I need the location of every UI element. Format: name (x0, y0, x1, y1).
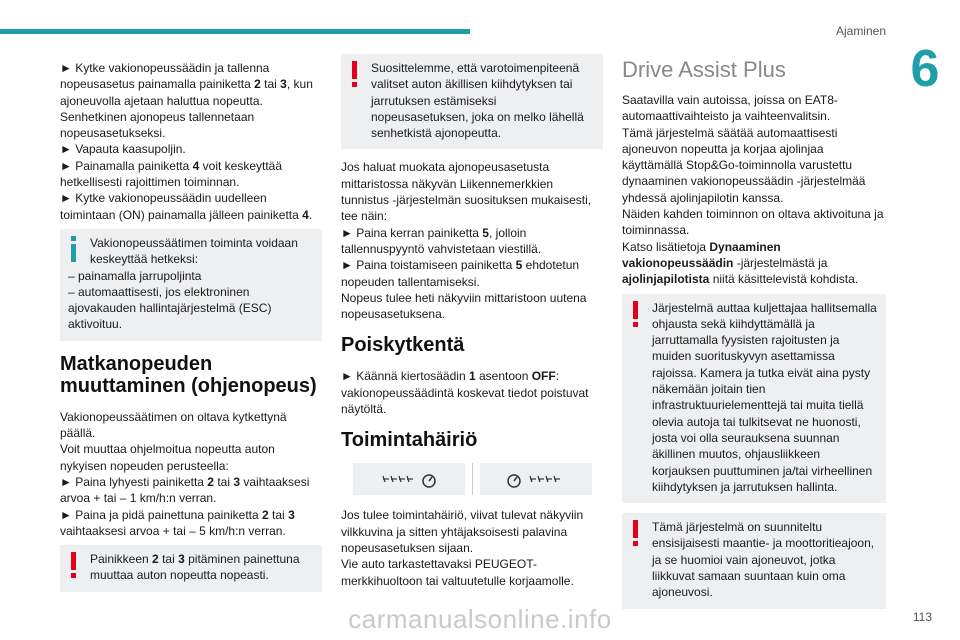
heading: Poiskytkentä (341, 334, 465, 357)
warning-icon (349, 61, 361, 89)
paragraph: Jos tulee toimintahäiriö, viivat tulevat näkyviin vilkkuvina ja sitten yhtäjaksoisesti palavina nopeusasetuksen sijaan. Vie auto tarkastettavaksi PEUGEOT-merkkihuoltoon tai valtuutetulle korjaamolle. (341, 508, 584, 588)
warning-box: Suosittelemme, että varotoimenpiteenä valitset auton äkillisen kiihdytyksen tai jarrutuksen estämiseksi nopeusasetuksen, joka on melko lähellä senhetkistä ajonopeutta. (341, 54, 603, 149)
warning-icon (630, 301, 642, 329)
column-1 (60, 60, 322, 602)
paragraph: ► Kytke vakionopeussäädin ja tallenna nopeusasetus painamalla painiketta 2 tai 3, kun ajoneuvolla ajetaan haluttua nopeutta. Senhetkinen ajonopeus tallennetaan nopeusasetukseksi. ► Vapauta kaasupoljin. ► Painamalla painiketta 4 voit keskeyttää hetkellisesti rajoittimen toiminnan. ► Kytke vakionopeussäädin uudelleen toimintaan (ON) painamalla jälleen painiketta 4. (60, 61, 313, 222)
heading: Matkanopeuden muuttaminen (ohjenopeus) (60, 352, 317, 397)
chapter-number: 6 (895, 40, 955, 98)
column-3 (622, 57, 886, 619)
warning-icon (68, 552, 80, 580)
paragraph: Saatavilla vain autoissa, joissa on EAT8-automaattivaihteisto ja vaihteenvalitsin. Tämä järjestelmä säätää automaattisesti ajoneuvon nopeutta ja korjaa ajolinjaa käyttämällä Stop&Go-toiminnolla varustettu dynaaminen vakionopeussäädin -järjestelmää yhdessä ajolinjapilotin kanssa. Näiden kahden toiminnon on oltava aktivoituna ja toiminnassa. Katso lisätietoja Dynaaminen vakionopeussäädin -järjestelmästä ja ajolinjapilotista niitä käsittelevistä kohdista. (622, 93, 884, 287)
section-title: Ajaminen (835, 24, 886, 38)
warning-box: Painikkeen 2 tai 3 pitäminen painettuna muuttaa auton nopeutta nopeasti. (60, 545, 322, 592)
column-2 (341, 60, 603, 593)
warning-box: Tämä järjestelmä on suunniteltu ensisijaisesti maantie- ja moottoritieajoon, ja se huomioi vain ajoneuvot, jotka liikkuvat samaan suuntaan kuin oma ajoneuvosi. (622, 513, 886, 608)
paragraph: Jos haluat muokata ajonopeusasetusta mittaristossa näkyvän Liikennemerkkien tunnistus -järjestelmän suosituksen mukaisesti, tee näin: ► Paina kerran painiketta 5, jolloin tallennuspyyntö vahvistetaan viestillä. ► Paina toistamiseen painiketta 5 ehdotetun nopeuden tallentamiseksi. Nopeus tulee heti näkyviin mittaristoon uutena nopeusasetuksena. (341, 160, 592, 322)
section-heading: Drive Assist Plus (622, 57, 786, 82)
paragraph: ► Käännä kiertosäädin 1 asentoon OFF: vakionopeussäädintä koskevat tiedot poistuvat näytöltä. (341, 369, 589, 417)
heading: Toimintahäiriö (341, 429, 478, 452)
info-icon (68, 236, 80, 264)
divider (472, 463, 473, 495)
header-accent-bar (0, 29, 470, 34)
fault-display-images (341, 463, 603, 495)
warning-box: Järjestelmä auttaa kuljettajaa hallitsemalla ohjausta sekä kiihdyttämällä ja jarruttamalla fyysisten rajoitusten ja muiden suorituskyvyn asettamissa rajoissa. Kamera ja tutka eivät aina pysty näkemään joitain tien infrastruktuurielementtejä tai muita tiellä olevia autoja tai tulkitsevat ne huonosti, josta voi olla seurauksena suunnan äkillinen muutos, ohjausliikkeen korjauksen puuttuminen ja/tai virheellinen kiihdytyksen ja jarrutuksen hallinta. (622, 294, 886, 504)
dashed-speed-display-image (353, 463, 465, 495)
watermark: carmanualsonline.info (348, 604, 612, 634)
warning-icon (630, 520, 642, 548)
paragraph: Vakionopeussäätimen on oltava kytkettynä päällä. Voit muuttaa ohjelmoitua nopeutta auton nykyisen nopeuden perusteella: ► Paina lyhyesti painiketta 2 tai 3 vaihtaaksesi arvoa + tai – 1 km/h:n verran. ► Paina ja pidä painettuna painiketta 2 tai 3 vaihtaaksesi arvoa + tai – 5 km/h:n verran. (60, 409, 310, 538)
page-number: 113 (912, 610, 932, 624)
info-box: Vakionopeussäätimen toiminta voidaan keskeyttää hetkeksi: – painamalla jarrupoljinta – automaattisesti, jos elektroninen ajovakauden hallintajärjestelmä (ESC) aktivoituu. (60, 229, 322, 341)
dashed-speed-display-image (480, 463, 592, 495)
